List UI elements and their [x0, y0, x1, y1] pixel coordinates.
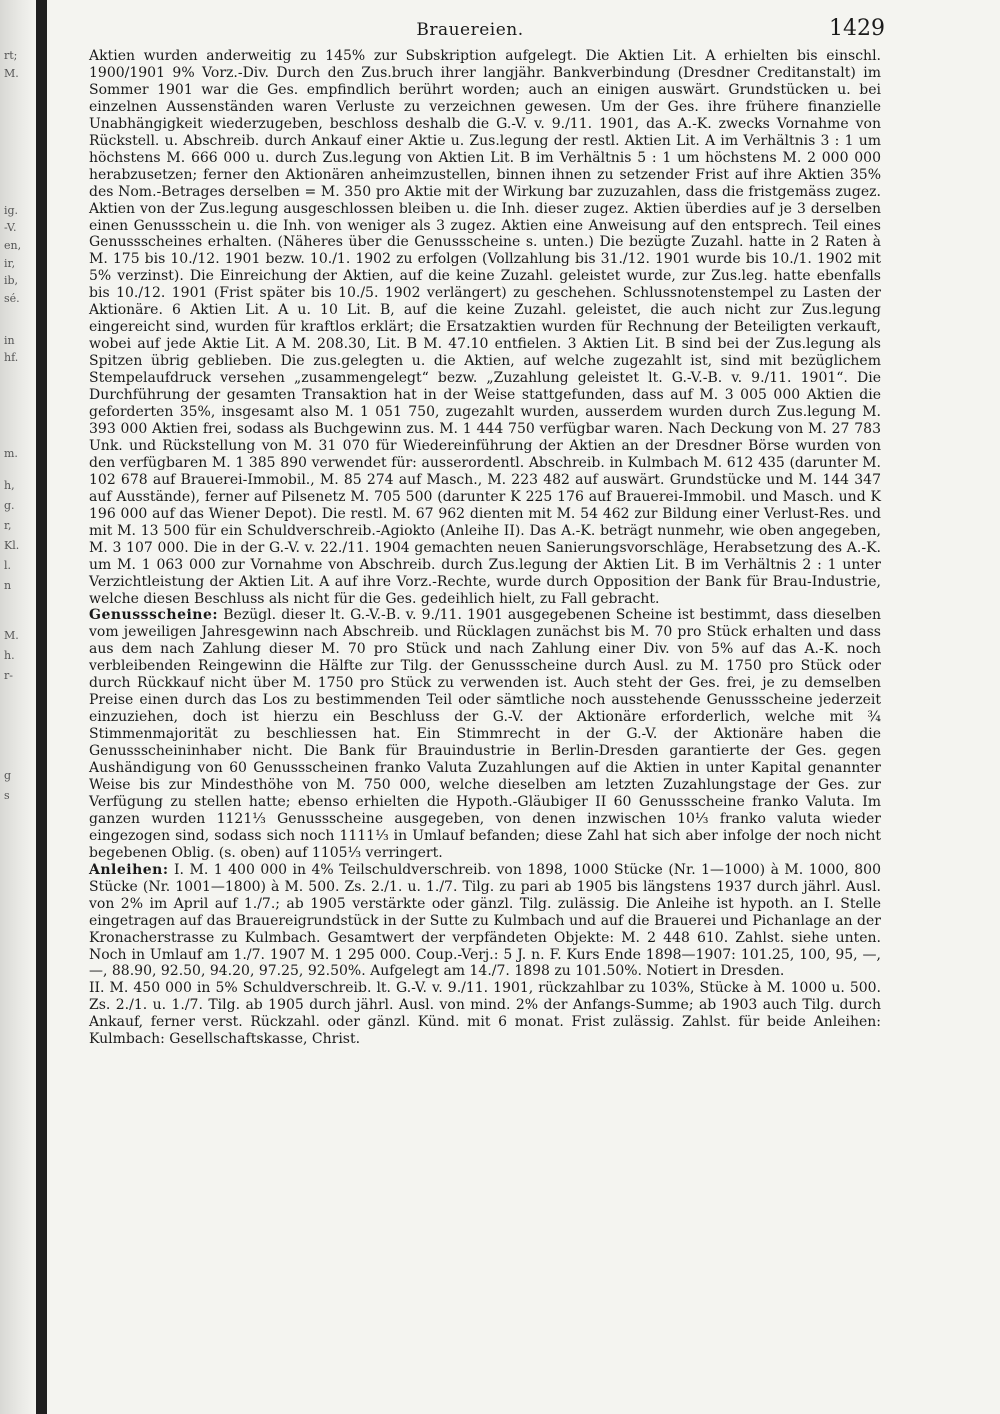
anleihe-2-paragraph: II. M. 450 000 in 5% Schuldverschreib. lt. G.-V. v. 9./11. 1901, rückzahlbar zu 103%, Stücke à M. 1000 u. 500. Zs. 2./1. u. 1./7. Tilg. ab 1905 durch jährl. Ausl. von mind. 2% der Anfangs-Summe; ab 1903 auch Tilg. durch Ankauf, ferner verst. Rückzahl. oder gänzl. Künd. mit 6 monat. Frist zulässig. Zahlst. für beide Anleihen: Kulmbach: Gesellschaftskasse, Christ.	[89, 980, 881, 1048]
genussscheine-paragraph	[89, 607, 881, 861]
margin-fragment: h.	[4, 650, 15, 662]
margin-fragment: sé.	[4, 293, 20, 305]
margin-fragment: en,	[4, 240, 22, 252]
page-number: 1429	[829, 16, 885, 41]
page	[55, 12, 885, 1407]
margin-fragment: ib,	[4, 275, 19, 287]
margin-fragment: g	[4, 770, 12, 782]
margin-fragment: hf.	[4, 352, 19, 364]
book-spine	[36, 0, 47, 1414]
margin-fragment: rt;	[4, 50, 18, 62]
margin-fragment: s	[4, 790, 10, 802]
genussscheine-heading: Genussscheine:	[89, 607, 219, 624]
margin-fragment: M.	[4, 630, 19, 642]
anleihen-paragraph	[89, 862, 881, 981]
running-title: Brauereien.	[416, 20, 524, 40]
margin-fragment: r-	[4, 670, 13, 682]
anleihe-1-text: I. M. 1 400 000 in 4% Teilschuldverschreib. von 1898, 1000 Stücke (Nr. 1—1000) à M. 1000, 800 Stücke (Nr. 1001—1800) à M. 500. Zs. 2./1. u. 1./7. Tilg. zu pari ab 1905 bis längstens 1937 durch jährl. Ausl. von 2% im April auf 1./7.; ab 1905 verstärkte oder gänzl. Tilg. zulässig. Die Anleihe ist hypoth. an I. Stelle eingetragen auf das Brauereigrundstück in der Sutte zu Kulmbach und auf die Brauerei und Pichanlage an der Kronacherstrasse zu Kulmbach. Gesamtwert der verpfändeten Objekte: M. 2 448 610. Zahlst. siehe unten. Noch in Umlauf am 1./7. 1907 M. 1 295 000. Coup.-Verj.: 5 J. n. F. Kurs Ende 1898—1907: 101.25, 100, 95, —, —, 88.90, 92.50, 94.20, 97.25, 92.50%. Aufgelegt am 14./7. 1898 zu 101.50%. Notiert in Dresden.	[89, 861, 881, 980]
capital-history-paragraph: Aktien wurden anderweitig zu 145% zur Subskription aufgelegt. Die Aktien Lit. A erhielten bis einschl. 1900/1901 9% Vorz.-Div. Durch den Zus.bruch ihrer langjähr. Bankverbindung (Dresdner Creditanstalt) im Sommer 1901 war die Ges. empfindlich berührt worden; auch an einigen auswärt. Grundstücken u. bei einzelnen Aussenständen waren Verluste zu verzeichnen gewesen. Um der Ges. ihre frühere finanzielle Unabhängigkeit wiederzugeben, beschloss deshalb die G.-V. v. 9./11. 1901, das A.-K. zwecks Vornahme von Rückstell. u. Abschreib. durch Ankauf einer Aktie u. Zus.legung der restl. Aktien Lit. A im Verhältnis 3 : 1 um höchstens M. 666 000 u. durch Zus.legung von Aktien Lit. B im Verhältnis 5 : 1 um höchstens M. 2 000 000 herabzusetzen; ferner den Aktionären anheimzustellen, binnen ihnen zu setzender Frist auf ihre Aktien 35% des Nom.-Betrages derselben = M. 350 pro Aktie mit der Wirkung bar zuzuzahlen, dass die fristgemäss zugez. Aktien von der Zus.legung ausgeschlossen bleiben u. die Inh. dieser zugez. Aktien überdies auf je 3 derselben einen Genussschein u. die Inh. von weniger als 3 zugez. Aktien eine Anweisung auf den entsprech. Teil eines Genussscheines erhalten. (Näheres über die Genussscheine s. unten.) Die bezügte Zuzahl. hatte in 2 Raten à M. 175 bis 10./12. 1901 bezw. 10./1. 1902 zu erfolgen (Vollzahlung bis 31./12. 1901 wurde bis 10./1. 1902 mit 5% verzinst). Die Einreichung der Aktien, auf die keine Zuzahl. geleistet wurde, zur Zus.leg. hatte ebenfalls bis 10./12. 1901 (Frist später bis 10./5. 1902 verlängert) zu geschehen. Schlussnotenstempel zu Lasten der Aktionäre. 6 Aktien Lit. A u. 10 Lit. B, auf die keine Zuzahl. geleistet, die auch nicht zur Zus.legung eingereicht sind, wurden für kraftlos erklärt; die Ersatzaktien wurden für Rechnung der Beteiligten verkauft, wobei auf jede Aktie Lit. A M. 208.30, Lit. B M. 47.10 entfielen. 3 Aktien Lit. B sind bei der Zus.legung als Spitzen übrig geblieben. Die zus.gelegten u. die Aktien, auf welche zugezahlt ist, sind mit bezüglichem Stempelaufdruck versehen „zusammengelegt“ bezw. „Zuzahlung geleistet lt. G.-V.-B. v. 9./11. 1901“. Die Durchführung der gesamten Transaktion hat in der Weise stattgefunden, dass auf M. 3 005 000 Aktien die geforderten 35%, insgesamt also M. 1 051 750, zugezahlt wurden, ausserdem wurden durch Zus.legung M. 393 000 Aktien frei, sodass als Buchgewinn zus. M. 1 444 750 verfügbar waren. Nach Deckung von M. 27 783 Unk. und Rückstellung von M. 31 070 für Wiedereinführung der Aktien an der Dresdner Börse wurden von den verfügbaren M. 1 385 890 verwendet für: ausserordentl. Abschreib. in Kulmbach M. 612 435 (darunter M. 102 678 auf Brauerei-Immobil., M. 85 274 auf Masch., M. 223 482 auf auswärt. Grundstücke und M. 144 347 auf Ausstände), ferner auf Pilsenetz M. 705 500 (darunter K 225 176 auf Brauerei-Immobil. und Masch. und K 196 000 auf das Wiener Depot). Die restl. M. 67 962 dienten mit M. 54 462 zur Bildung einer Verlust-Res. und mit M. 13 500 für ein Schuldverschreib.-Agiokto (Anleihe II). Das A.-K. beträgt nunmehr, wie oben angegeben, M. 3 107 000. Die in der G.-V. v. 22./11. 1904 gemachten neuen Sanierungsvorschläge, Herabsetzung des A.-K. um M. 1 063 000 zur Vornahme von Abschreib. durch Zus.legung der Aktien Lit. B im Verhältnis 2 : 1 unter Verzichtleistung der Aktien Lit. A auf ihre Vorz.-Rechte, wurde durch Opposition der Bank für Brau-Industrie, welche diesen Beschluss als nicht für die Ges. gedeihlich hielt, zu Fall gebracht.	[89, 48, 881, 607]
margin-fragment: n	[4, 580, 12, 592]
genussscheine-text: Bezügl. dieser lt. G.-V.-B. v. 9./11. 1901 ausgegebenen Scheine ist bestimmt, dass dieselben vom jeweiligen Jahresgewinn nach Abschreib. und Rücklagen zunächst bis M. 70 pro Stück erhalten und dass aus dem nach Zahlung dieser M. 70 pro Stück und nach Zahlung einer Div. von 5% auf das A.-K. noch verbleibenden Reingewinn die Hälfte zur Tilg. der Genussscheine durch Ausl. zu M. 1750 pro Stück oder durch Rückkauf nicht über M. 1750 pro Stück zu verwenden ist. Auch steht der Ges. frei, je zu demselben Preise einen durch das Los zu bestimmenden Teil oder sämtliche noch ausstehende Genussscheine jederzeit einzuziehen, doch ist hierzu ein Beschluss der G.-V. der Aktionäre erforderlich, welche mit ¾ Stimmenmajorität zu beschliessen hat. Ein Stimmrecht in der G.-V. der Aktionäre haben die Genussscheininhaber nicht. Die Bank für Brauindustrie in Berlin-Dresden garantierte der Ges. gegen Aushändigung von 60 Genussscheinen franko Valuta Zuzahlungen auf die Aktien in unter Kapital genannter Weise bis zur Mindesthöhe von M. 750 000, welche dieselben am letzten Zuzahlungstage der Ges. zur Verfügung zu stellen hatte; ebenso erhielten die Hypoth.-Gläubiger II 60 Genussscheine franko Valuta. Im ganzen wurden 1121⅓ Genussscheine ausgegeben, von denen inzwischen 10⅓ franko valuta wieder eingezogen sind, sodass sich noch 1111⅓ in Umlauf befanden; diese Zahl hat sich aber infolge der noch nicht begebenen Oblig. (s. oben) auf 1105⅓ verringert.	[89, 607, 881, 861]
page-header	[55, 12, 885, 48]
margin-fragment: -V.	[4, 222, 17, 234]
margin-fragment: M.	[4, 68, 19, 80]
page-body	[55, 48, 885, 1048]
margin-fragment: Kl.	[4, 540, 20, 552]
margin-fragment: l.	[4, 560, 12, 572]
margin-fragment: ig.	[4, 205, 19, 217]
margin-fragment: ir,	[4, 258, 16, 270]
margin-fragment: r,	[4, 520, 12, 532]
margin-fragment: m.	[4, 448, 18, 460]
margin-fragment: h,	[4, 480, 15, 492]
anleihen-heading: Anleihen:	[89, 861, 169, 878]
margin-fragment: in	[4, 335, 15, 347]
margin-fragment: g.	[4, 500, 15, 512]
